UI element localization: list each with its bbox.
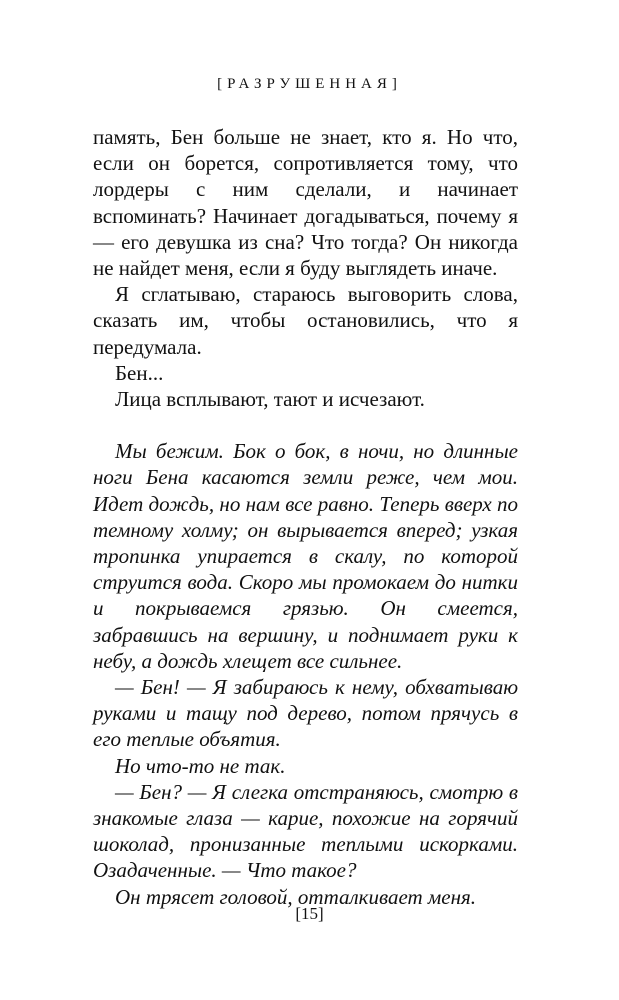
- italic-paragraph: Но что-то не так.: [115, 753, 286, 778]
- italic-paragraph: Мы бежим. Бок о бок, в ночи, но длинные ноги Бена касаются земли реже, чем мои. Идет дождь, но нам все равно. Теперь вверх по темному холму; он вырывается вперед; узкая тропинка упирается в скалу, по которой струится вода. Скоро мы промокаем до нитки и покрываемся грязью. Он смеется, забравшись на вершину, и поднимает руки к небу, а дождь хлещет все сильнее.: [93, 439, 518, 673]
- italic-paragraph: — Бен! — Я забираюсь к нему, обхватываю руками и тащу под дерево, потом прячусь в его теплые объятия.: [93, 675, 518, 752]
- paragraph: Я сглатываю, стараюсь выговорить слова, сказать им, чтобы остановились, что я передумала.: [93, 282, 518, 359]
- paragraph: Лица всплывают, тают и исчезают.: [115, 387, 425, 412]
- paragraph: Бен...: [115, 360, 164, 385]
- body-text: [93, 124, 518, 910]
- page-number: [15]: [295, 904, 324, 923]
- section-break: [93, 412, 518, 438]
- italic-paragraph: — Бен? — Я слегка отстраняюсь, смотрю в знакомые глаза — карие, похожие на горячий шоколад, пронизанные теплыми искорками. Озадаченные. — Что такое?: [93, 779, 518, 883]
- italic-paragraph: Он трясет головой, отталкивает меня.: [115, 884, 477, 909]
- paragraph: память, Бен больше не знает, кто я. Но что, если он борется, сопротивляется тому, что лордеры с ним сделали, и начинает вспоминать? Начинает догадываться, почему я — его девушка из сна? Что тогда? Он никогда не найдет меня, если я буду выглядеть иначе.: [93, 125, 518, 281]
- running-head: [РАЗРУШЕННАЯ]: [217, 76, 402, 92]
